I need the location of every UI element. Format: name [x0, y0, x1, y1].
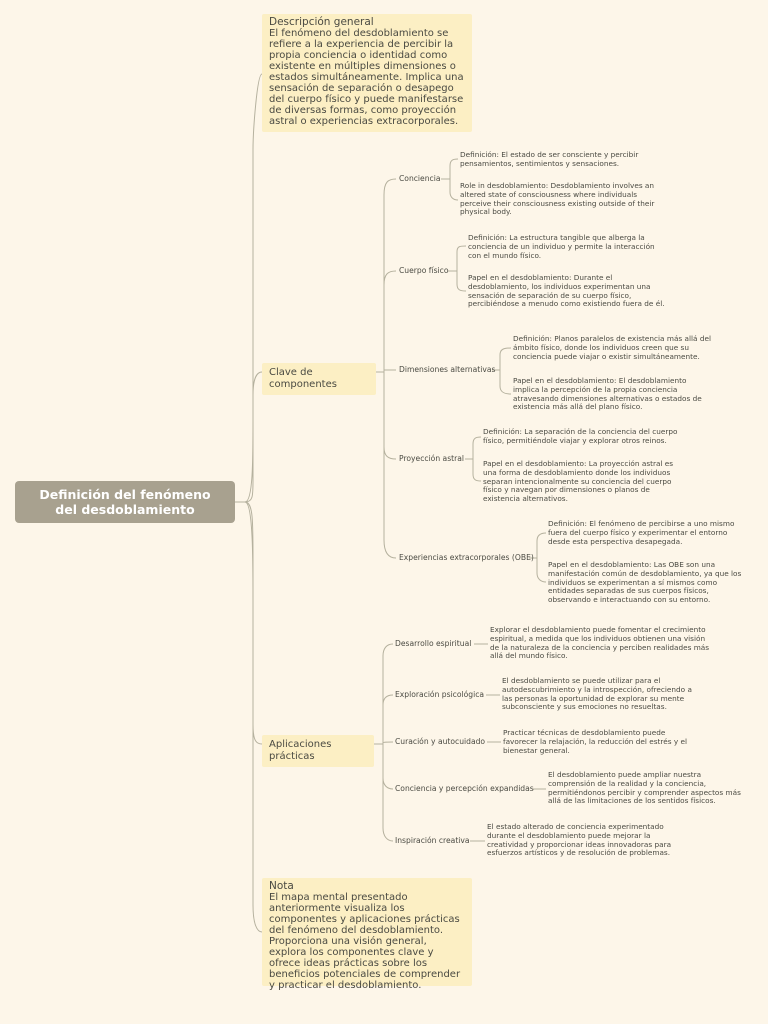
- subtopic-exploracion-psicologica[interactable]: Exploración psicológica: [395, 690, 485, 699]
- description-card[interactable]: [262, 14, 472, 132]
- leaf-exploracion-psicologica[interactable]: El desdoblamiento se puede utilizar para el autodescubrimiento y la introspección, ofreciendo a las personas la oportunidad de explorar su mente subconsciente y sus emociones no resueltas.: [502, 676, 692, 712]
- leaf-conciencia-def[interactable]: Definición: El estado de ser consciente y percibir pensamientos, sentimientos y sensaciones.: [460, 150, 639, 168]
- subtopic-curacion[interactable]: Curación y autocuidado: [395, 737, 486, 746]
- branch-components[interactable]: [262, 363, 376, 395]
- leaf-cuerpo-role[interactable]: Papel en el desdoblamiento: Durante el desdoblamiento, los individuos experimentan una sensación de separación de su cuerpo físico, percibiéndose a menudo como existiendo fuera de él.: [468, 273, 665, 309]
- subtopic-conciencia-expandida[interactable]: Conciencia y percepción expandidas: [395, 784, 534, 793]
- subtopic-cuerpo-fisico[interactable]: Cuerpo físico: [399, 266, 449, 275]
- description-title: Descripción general: [269, 16, 374, 28]
- subtopic-proyeccion[interactable]: Proyección astral: [399, 454, 465, 463]
- note-title: Nota: [269, 880, 294, 892]
- subtopic-dimensiones[interactable]: Dimensiones alternativas: [399, 365, 496, 374]
- branch-applications[interactable]: [262, 735, 374, 767]
- root-node[interactable]: [15, 481, 235, 523]
- leaf-conciencia-expandida[interactable]: El desdoblamiento puede ampliar nuestra comprensión de la realidad y la conciencia, permitiéndonos percibir y comprender aspectos más allá de las limitaciones de los sentidos físicos.: [548, 770, 741, 806]
- leaf-dimensiones-role[interactable]: Papel en el desdoblamiento: El desdoblamiento implica la percepción de la propia conciencia atravesando dimensiones alternativas o estados de existencia más allá del plano físico.: [513, 376, 702, 412]
- description-text: El fenómeno del desdoblamiento se refiere a la experiencia de percibir la propia conciencia o identidad como existente en múltiples dimensiones o estados simultáneamente. Implica una sensación de separación o desapego del cuerpo físico y puede manifestarse de diversas formas, como proyección astral o experiencias extracorporales.: [269, 28, 464, 127]
- branch-components-label: Clave de componentes: [269, 367, 337, 390]
- leaf-cuerpo-def[interactable]: Definición: La estructura tangible que alberga la conciencia de un individuo y permite la interacción con el mundo físico.: [468, 233, 655, 260]
- leaf-obe-role[interactable]: Papel en el desdoblamiento: Las OBE son una manifestación común de desdoblamiento, ya que los individuos se experimentan a sí mismos como entidades separadas de sus cuerpos físicos, observando e interactuando con su entorno.: [548, 560, 742, 605]
- subtopic-desarrollo-espiritual[interactable]: Desarrollo espiritual: [395, 639, 472, 648]
- subtopic-inspiracion[interactable]: Inspiración creativa: [395, 836, 470, 845]
- subtopic-conciencia[interactable]: Conciencia: [399, 174, 441, 183]
- leaf-inspiracion[interactable]: El estado alterado de conciencia experimentado durante el desdoblamiento puede mejorar la creatividad y proporcionar ideas innovadoras para esfuerzos artísticos y de resolución de problemas.: [487, 822, 672, 858]
- connector-description: [245, 74, 262, 502]
- branch-applications-label: Aplicaciones prácticas: [269, 739, 332, 762]
- leaf-desarrollo-espiritual[interactable]: Explorar el desdoblamiento puede fomentar el crecimiento espiritual, a medida que los individuos obtienen una visión de la naturaleza de la conciencia y perciben realidades más allá del mundo físico.: [490, 625, 710, 661]
- leaf-obe-def[interactable]: Definición: El fenómeno de percibirse a uno mismo fuera del cuerpo físico y experimentar el entorno desde esta perspectiva desapegada.: [548, 519, 735, 546]
- leaf-dimensiones-def[interactable]: Definición: Planos paralelos de existencia más allá del ámbito físico, donde los individuos creen que su conciencia puede viajar o existir simultáneamente.: [513, 334, 711, 361]
- leaf-proyeccion-def[interactable]: Definición: La separación de la conciencia del cuerpo físico, permitiéndole viajar y explorar otros reinos.: [483, 427, 678, 445]
- note-card[interactable]: [262, 878, 472, 991]
- connector-note: [245, 502, 262, 932]
- leaf-conciencia-role[interactable]: Role in desdoblamiento: Desdoblamiento involves an altered state of consciousness where individuals perceive their consciousness existing outside of their physical body.: [460, 181, 655, 217]
- leaf-curacion[interactable]: Practicar técnicas de desdoblamiento puede favorecer la relajación, la reducción del estrés y el bienestar general.: [503, 728, 687, 755]
- note-text: El mapa mental presentado anteriormente visualiza los componentes y aplicaciones prácticas del fenómeno del desdoblamiento. Proporciona una visión general, explora los componentes clave y ofrece ideas prácticas sobre los beneficios potenciales de comprender y practicar el desdoblamiento.: [269, 892, 461, 991]
- subtopic-obe[interactable]: Experiencias extracorporales (OBE): [399, 553, 534, 562]
- leaf-proyeccion-role[interactable]: Papel en el desdoblamiento: La proyección astral es una forma de desdoblamiento donde los individuos separan intencionalmente su conciencia del cuerpo físico y navegan por dimensiones o planos de existencia alternativos.: [483, 459, 674, 504]
- root-title: Definición del fenómeno del desdoblamiento: [39, 487, 211, 517]
